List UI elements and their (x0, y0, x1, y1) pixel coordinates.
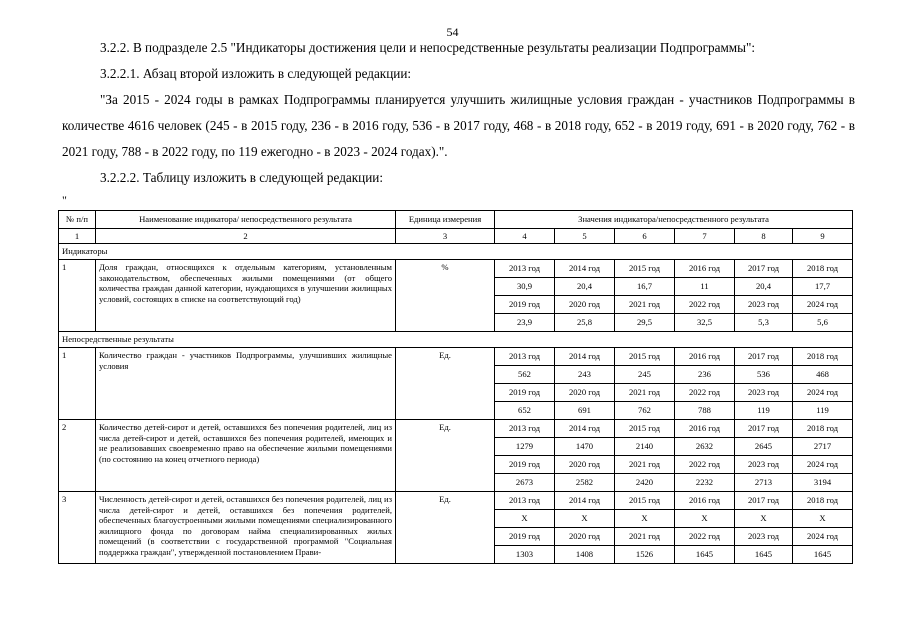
paragraph-3-2-2-1: 3.2.2.1. Абзац второй изложить в следующей редакции: (100, 66, 412, 81)
value-cell: 23,9 (495, 314, 555, 332)
year-cell: 2023 год (735, 384, 793, 402)
column-number: 5 (555, 229, 615, 244)
value-cell: 2713 (735, 474, 793, 492)
value-cell: 11 (675, 278, 735, 296)
year-cell: 2016 год (675, 348, 735, 366)
value-cell: 243 (555, 366, 615, 384)
year-cell: 2015 год (615, 260, 675, 278)
header-unit: Единица измерения (396, 211, 495, 229)
header-name: Наименование индикатора/ непосредственного результата (96, 211, 396, 229)
row-number: 1 (59, 348, 96, 420)
value-cell: 1526 (615, 546, 675, 564)
value-cell: 1279 (495, 438, 555, 456)
value-cell: 2140 (615, 438, 675, 456)
indicator-name: Доля граждан, относящихся к отдельным категориям, установленным законодательством, обеспеченных жилыми помещениями (от общего количества граждан данной категории, нуждающихся в улучшении жилищных условий, состоящих в списке на соответствующий год) (96, 260, 396, 332)
column-number: 2 (96, 229, 396, 244)
value-cell: 1470 (555, 438, 615, 456)
year-cell: 2024 год (793, 296, 853, 314)
value-row (59, 492, 853, 510)
value-cell: 562 (495, 366, 555, 384)
row-number: 3 (59, 492, 96, 564)
year-cell: 2014 год (555, 348, 615, 366)
value-cell: 25,8 (555, 314, 615, 332)
column-number: 8 (735, 229, 793, 244)
year-cell: 2022 год (675, 528, 735, 546)
section-title: Непосредственные результаты (59, 332, 853, 348)
column-number: 1 (59, 229, 96, 244)
year-cell: 2018 год (793, 420, 853, 438)
value-row (59, 348, 853, 366)
value-cell: 1645 (675, 546, 735, 564)
year-cell: 2015 год (615, 420, 675, 438)
row-number: 2 (59, 420, 96, 492)
year-cell: 2024 год (793, 384, 853, 402)
year-cell: 2014 год (555, 260, 615, 278)
year-cell: 2020 год (555, 528, 615, 546)
value-cell: 245 (615, 366, 675, 384)
year-cell: 2013 год (495, 420, 555, 438)
value-cell: X (793, 510, 853, 528)
year-cell: 2017 год (735, 492, 793, 510)
year-cell: 2018 год (793, 492, 853, 510)
header-num: № п/п (59, 211, 96, 229)
section-title: Индикаторы (59, 244, 853, 260)
value-cell: 5,3 (735, 314, 793, 332)
year-cell: 2013 год (495, 348, 555, 366)
value-cell: 119 (735, 402, 793, 420)
value-cell: 30,9 (495, 278, 555, 296)
year-cell: 2022 год (675, 456, 735, 474)
value-cell: 32,5 (675, 314, 735, 332)
paragraph-3-2-2-2: 3.2.2.2. Таблицу изложить в следующей редакции: (100, 170, 383, 185)
value-cell: 236 (675, 366, 735, 384)
indicator-name: Количество граждан - участников Подпрограммы, улучшивших жилищные условия (96, 348, 396, 420)
column-number: 3 (396, 229, 495, 244)
unit: % (396, 260, 495, 332)
value-cell: 16,7 (615, 278, 675, 296)
value-cell: 2673 (495, 474, 555, 492)
year-cell: 2015 год (615, 348, 675, 366)
year-cell: 2021 год (615, 528, 675, 546)
year-cell: 2016 год (675, 420, 735, 438)
quoted-paragraph: "За 2015 - 2024 годы в рамках Подпрограммы планируется улучшить жилищные условия граждан - участников Подпрограммы в количестве 4616 человек (245 - в 2015 году, 236 - в 2016 году, 536 - в 2017 году, 468 - в 2018 году, 652 - в 2019 году, 691 - в 2020 году, 762 - в 2021 году, 788 - в 2022 году, по 119 ежегодно - в 2023 - 2024 годах).". (62, 92, 855, 159)
value-cell: 2717 (793, 438, 853, 456)
year-cell: 2013 год (495, 492, 555, 510)
year-cell: 2018 год (793, 260, 853, 278)
value-row (59, 260, 853, 278)
year-cell: 2016 год (675, 260, 735, 278)
unit: Ед. (396, 492, 495, 564)
year-cell: 2021 год (615, 384, 675, 402)
column-number: 9 (793, 229, 853, 244)
year-cell: 2020 год (555, 456, 615, 474)
year-cell: 2020 год (555, 296, 615, 314)
year-cell: 2021 год (615, 296, 675, 314)
table-body (59, 211, 853, 564)
header-values: Значения индикатора/непосредственного результата (495, 211, 853, 229)
value-cell: 2420 (615, 474, 675, 492)
year-cell: 2023 год (735, 456, 793, 474)
unit: Ед. (396, 420, 495, 492)
value-cell: 2582 (555, 474, 615, 492)
column-number: 6 (615, 229, 675, 244)
value-cell: 3194 (793, 474, 853, 492)
value-cell: 1645 (793, 546, 853, 564)
value-cell: X (735, 510, 793, 528)
indicator-name: Численность детей-сирот и детей, оставшихся без попечения родителей, лиц из числа детей-сирот и детей, оставшихся без попечения родителей, обеспеченных благоустроенными жилыми помещениями специализированного жилищного фонда по договорам найма специализированных жилых помещений (в соответствии с государственной программой "Социальная поддержка граждан", утвержденной постановлением Прави- (96, 492, 396, 564)
value-cell: 2232 (675, 474, 735, 492)
column-number-row (59, 229, 853, 244)
value-row (59, 420, 853, 438)
value-cell: 20,4 (555, 278, 615, 296)
value-cell: 691 (555, 402, 615, 420)
year-cell: 2018 год (793, 348, 853, 366)
value-cell: X (555, 510, 615, 528)
year-cell: 2022 год (675, 296, 735, 314)
value-cell: 119 (793, 402, 853, 420)
year-cell: 2016 год (675, 492, 735, 510)
value-cell: 468 (793, 366, 853, 384)
year-cell: 2014 год (555, 420, 615, 438)
value-cell: 20,4 (735, 278, 793, 296)
value-cell: X (615, 510, 675, 528)
value-cell: 29,5 (615, 314, 675, 332)
column-number: 4 (495, 229, 555, 244)
year-cell: 2023 год (735, 296, 793, 314)
value-cell: 2632 (675, 438, 735, 456)
value-cell: 17,7 (793, 278, 853, 296)
value-cell: 1408 (555, 546, 615, 564)
value-cell: 762 (615, 402, 675, 420)
year-cell: 2023 год (735, 528, 793, 546)
year-cell: 2014 год (555, 492, 615, 510)
value-cell: 652 (495, 402, 555, 420)
row-number: 1 (59, 260, 96, 332)
table-open-quote: " (62, 193, 67, 207)
value-cell: 2645 (735, 438, 793, 456)
year-cell: 2024 год (793, 456, 853, 474)
value-cell: X (675, 510, 735, 528)
year-cell: 2020 год (555, 384, 615, 402)
year-cell: 2019 год (495, 528, 555, 546)
value-cell: 788 (675, 402, 735, 420)
year-cell: 2024 год (793, 528, 853, 546)
year-cell: 2021 год (615, 456, 675, 474)
year-cell: 2015 год (615, 492, 675, 510)
column-number: 7 (675, 229, 735, 244)
page-number: 54 (446, 25, 459, 39)
unit: Ед. (396, 348, 495, 420)
paragraph-3-2-2: 3.2.2. В подразделе 2.5 "Индикаторы достижения цели и непосредственные результаты реализации Подпрограммы": (100, 40, 756, 55)
year-cell: 2019 год (495, 456, 555, 474)
value-cell: 536 (735, 366, 793, 384)
year-cell: 2013 год (495, 260, 555, 278)
section-row (59, 244, 853, 260)
year-cell: 2019 год (495, 384, 555, 402)
year-cell: 2022 год (675, 384, 735, 402)
header-row (59, 211, 853, 229)
value-cell: 5,6 (793, 314, 853, 332)
indicator-name: Количество детей-сирот и детей, оставшихся без попечения родителей, лиц из числа детей-сирот и детей, оставшихся без попечения родителей, имеющих и не реализовавших своевременно право на обеспечение жилыми помещениями (по состоянию на конец отчетного периода) (96, 420, 396, 492)
year-cell: 2017 год (735, 348, 793, 366)
year-cell: 2017 год (735, 420, 793, 438)
indicators-table (58, 210, 853, 564)
value-cell: 1303 (495, 546, 555, 564)
section-row (59, 332, 853, 348)
value-cell: 1645 (735, 546, 793, 564)
year-cell: 2017 год (735, 260, 793, 278)
year-cell: 2019 год (495, 296, 555, 314)
value-cell: X (495, 510, 555, 528)
